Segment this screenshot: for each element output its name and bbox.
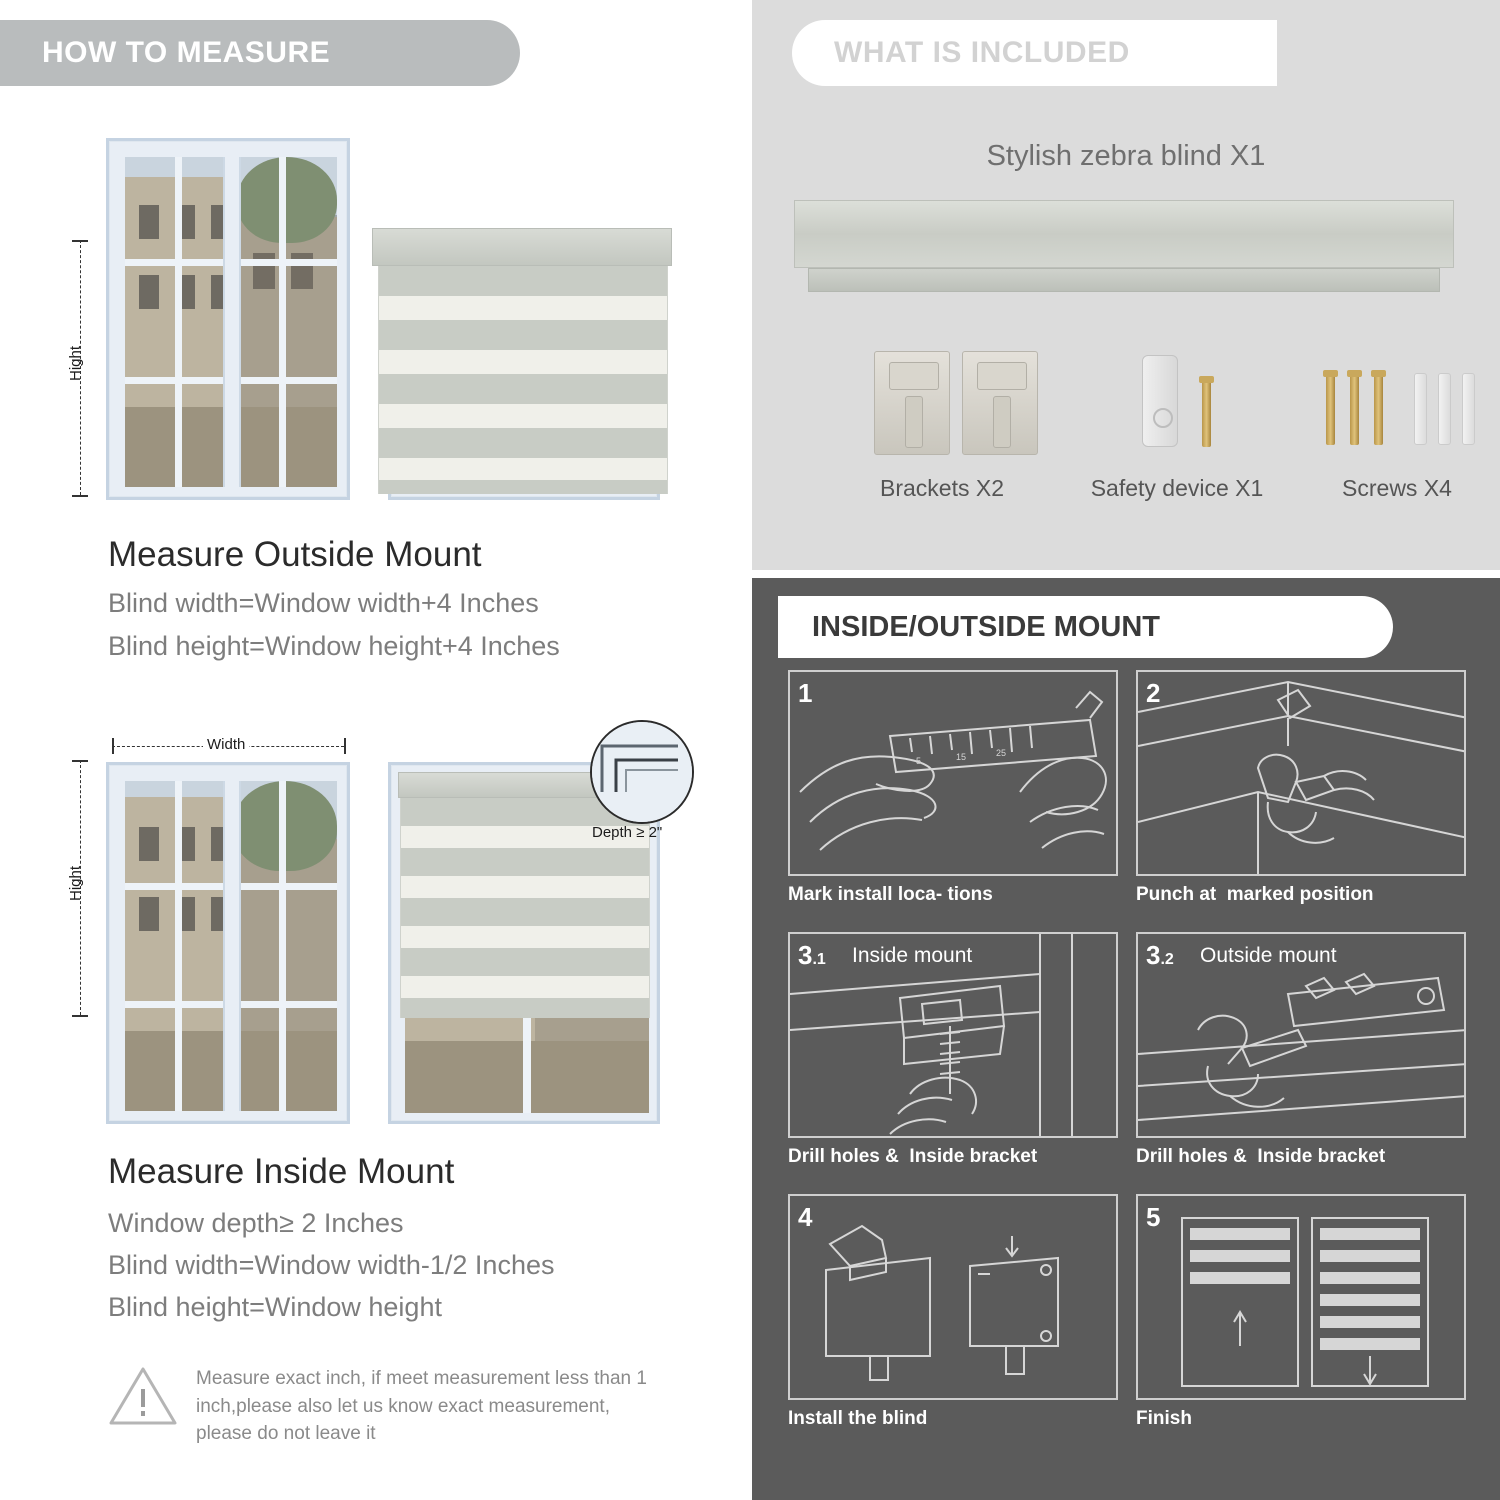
inside-mount-heading: Measure Inside Mount <box>108 1152 455 1191</box>
part-screws <box>1292 345 1500 502</box>
step-2-number: 2 <box>1146 678 1161 708</box>
blind-headrail-outside <box>372 228 672 266</box>
svg-text:25: 25 <box>996 748 1007 758</box>
inside-mount-line-1: Window depth≥ 2 Inches <box>108 1208 404 1238</box>
step-3-2-number-main: 3 <box>1146 940 1161 970</box>
safety-device-art <box>1042 345 1312 465</box>
step-3-1-number-main: 3 <box>798 940 813 970</box>
inside-height-label: Hight <box>67 865 85 902</box>
step-4-caption: Install the blind <box>788 1408 928 1429</box>
part-safety-device-caption: Safety device X1 <box>1090 475 1264 501</box>
depth-callout-circle <box>590 720 694 824</box>
how-to-measure-tab <box>0 20 520 86</box>
inside-mount-line-3: Blind height=Window height <box>108 1292 442 1322</box>
step-5-number: 5 <box>1146 1202 1161 1232</box>
included-parts-row <box>752 345 1500 525</box>
step-3-2 <box>1136 932 1466 1168</box>
step-3-1 <box>788 932 1118 1168</box>
inside-height-dim-cap-bottom <box>72 1015 88 1017</box>
screws-art <box>1292 345 1500 465</box>
wall-anchor-icon-1 <box>1414 373 1427 445</box>
inside-width-dim-cap-right <box>344 738 346 754</box>
outside-mount-illustration <box>0 100 740 520</box>
inside-outside-mount-section <box>752 578 1500 1500</box>
step-3-2-number <box>1146 940 1174 971</box>
how-to-measure-section <box>0 0 740 1500</box>
step-3-1-number-sub: .1 <box>812 951 826 968</box>
inside-outside-mount-tab <box>778 596 1393 658</box>
step-2-caption: Punch at marked position <box>1136 884 1374 905</box>
step-2-sketch <box>1138 672 1466 876</box>
safety-screw-icon <box>1202 381 1211 447</box>
inside-mount-line-2: Blind width=Window width-1/2 Inches <box>108 1250 555 1280</box>
blind-headrail-bottom <box>808 268 1440 292</box>
step-3-2-number-sub: .2 <box>1160 951 1174 968</box>
what-is-included-tab <box>792 20 1277 86</box>
step-1 <box>788 670 1118 906</box>
step-4-number: 4 <box>798 1202 813 1232</box>
step-2 <box>1136 670 1466 906</box>
measure-note-text: Measure exact inch, if meet measurement less than 1 inch,please also let us know exact measurement, please do not leave it <box>196 1368 653 1445</box>
safety-device-icon <box>1142 355 1178 447</box>
step-3-2-inline-title: Outside mount <box>1200 944 1337 967</box>
outside-mount-line-1: Blind width=Window width+4 Inches <box>108 588 539 618</box>
wall-anchor-icon-2 <box>1438 373 1451 445</box>
blind-headrail-top <box>794 200 1454 268</box>
how-to-measure-tab-label: HOW TO MEASURE <box>42 36 331 69</box>
step-5-sketch <box>1138 1196 1466 1400</box>
window-frame-outside <box>106 138 350 500</box>
what-is-included-section <box>752 0 1500 570</box>
part-screws-caption: Screws X4 <box>1342 475 1452 501</box>
blind-fabric-outside <box>378 266 668 494</box>
step-4 <box>788 1194 1118 1430</box>
screw-icon-1 <box>1326 375 1335 445</box>
outside-mount-heading: Measure Outside Mount <box>108 535 482 574</box>
part-brackets-caption: Brackets X2 <box>880 475 1004 501</box>
warning-triangle-icon <box>108 1365 178 1427</box>
step-1-number: 1 <box>798 678 813 708</box>
step-3-1-inline-title: Inside mount <box>852 944 973 967</box>
inside-width-label: Width <box>203 736 249 753</box>
wall-anchor-icon-3 <box>1462 373 1475 445</box>
step-3-1-number <box>798 940 826 971</box>
screw-icon-2 <box>1350 375 1359 445</box>
zebra-blind-product-image <box>794 200 1454 295</box>
brackets-art <box>812 345 1072 465</box>
svg-text:5: 5 <box>916 756 922 766</box>
bracket-icon-2 <box>962 351 1038 455</box>
what-is-included-tab-label: WHAT IS INCLUDED <box>834 36 1130 69</box>
step-5 <box>1136 1194 1466 1430</box>
step-1-caption: Mark install loca- tions <box>788 884 993 905</box>
depth-callout-sketch <box>592 722 692 822</box>
depth-callout-label: Depth ≥ 2" <box>592 824 663 841</box>
screw-icon-3 <box>1374 375 1383 445</box>
step-1-sketch <box>790 672 1118 876</box>
part-brackets <box>812 345 1072 502</box>
svg-text:15: 15 <box>956 752 967 762</box>
window-frame-inside <box>106 762 350 1124</box>
inside-height-dim-cap-top <box>72 760 88 762</box>
step-3-1-caption: Drill holes & Inside bracket <box>788 1146 1038 1167</box>
inside-outside-mount-tab-label: INSIDE/OUTSIDE MOUNT <box>812 610 1161 643</box>
step-5-caption: Finish <box>1136 1408 1192 1429</box>
outside-height-dim-cap-bottom <box>72 495 88 497</box>
step-4-sketch <box>790 1196 1118 1400</box>
outside-height-dim-cap-top <box>72 240 88 242</box>
outside-mount-line-2: Blind height=Window height+4 Inches <box>108 631 560 661</box>
bracket-icon-1 <box>874 351 950 455</box>
measure-note <box>108 1365 668 1448</box>
part-safety-device <box>1042 345 1312 502</box>
step-3-2-caption: Drill holes & Inside bracket <box>1136 1146 1386 1167</box>
inside-width-dim-cap-left <box>112 738 114 754</box>
inside-mount-illustration <box>0 720 740 1140</box>
outside-height-label: Hight <box>67 345 85 382</box>
product-title: Stylish zebra blind X1 <box>986 140 1266 172</box>
